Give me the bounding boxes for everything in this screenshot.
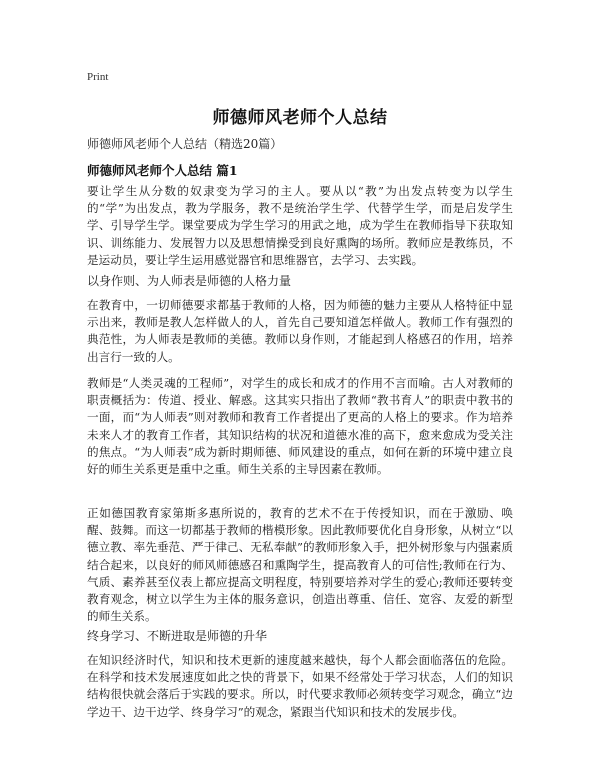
paragraph-4: 正如德国教育家第斯多惠所说的，教育的艺术不在于传授知识，而在于激励、唤醒、鼓舞。而这一切都基于教师的楷模形象。因此教师要优化自身形象，从树立“以德立教、率先垂范、严于律己、无私奉献”的教师形象入手，把外树形象与内强素质结合起来，以良好的师风师德感召和熏陶学生，提高教育人的可信性;教师在行为、气质、素养甚至仪表上都应提高文明程度，特别要培养对学生的爱心;教师还要转变教育观念，树立以学生为主体的服务意识，创造出尊重、信任、宽容、友爱的新型的师生关系。 bbox=[87, 506, 513, 624]
print-label: Print bbox=[87, 71, 109, 83]
paragraph-3: 教师是“人类灵魂的工程师”，对学生的成长和成才的作用不言而喻。古人对教师的职责概括为：传道、授业、解惑。这其实只指出了教师“教书育人”的职责中教书的一面，而“为人师表”则对教师和教育工作者提出了更高的人格上的要求。作为培养未来人才的教育工作者，其知识结构的状况和道德水准的高下，愈来愈成为受关注的焦点。“为人师表”成为新时期师德、师风建设的重点，如何在新的环境中建立良好的师生关系更是重中之重。师生关系的主导因素在教师。 bbox=[87, 376, 513, 477]
subheading-lifelong-learning: 终身学习、不断进取是师德的升华 bbox=[87, 629, 268, 643]
page-title: 师德师风老师个人总结 bbox=[212, 108, 388, 128]
paragraph-5: 在知识经济时代，知识和技术更新的速度越来越快，每个人都会面临落伍的危险。在科学和技术发展速度如此之快的背景下，如果不经常处于学习状态，人们的知识结构很快就会落后于实践的要求。所以，时代要求教师必须转变学习观念，确立“边学边干、边干边学、终身学习”的观念，紧跟当代知识和技术的发展步伐。 bbox=[87, 653, 513, 719]
document-subtitle: 师德师风老师个人总结（精选20篇） bbox=[87, 137, 283, 151]
section-heading: 师德师风老师个人总结 篇1 bbox=[87, 163, 238, 178]
paragraph-2: 在教育中，一切师德要求都基于教师的人格，因为师德的魅力主要从人格特征中显示出来，教师是教人怎样做人的人，首先自己要知道怎样做人。教师工作有强烈的典范性，为人师表是教师的美德。教师以身作则，才能起到人格感召的作用，培养出言行一致的人。 bbox=[87, 298, 513, 364]
subheading-role-model: 以身作则、为人师表是师德的人格力量 bbox=[87, 274, 292, 288]
paragraph-1: 要让学生从分数的奴隶变为学习的主人。要从以“教”为出发点转变为以学生的“学”为出发点，教为学服务，教不是统治学生学、代替学生学，而是启发学生学、引导学生学。课堂要成为学生学习的用武之地，成为学生在教师指导下获取知识、训练能力、发展智力以及思想情操受到良好熏陶的场所。教师应是教练员，不是运动员，要让学生运用感觉器官和思维器官，去学习、去实践。 bbox=[87, 184, 513, 267]
